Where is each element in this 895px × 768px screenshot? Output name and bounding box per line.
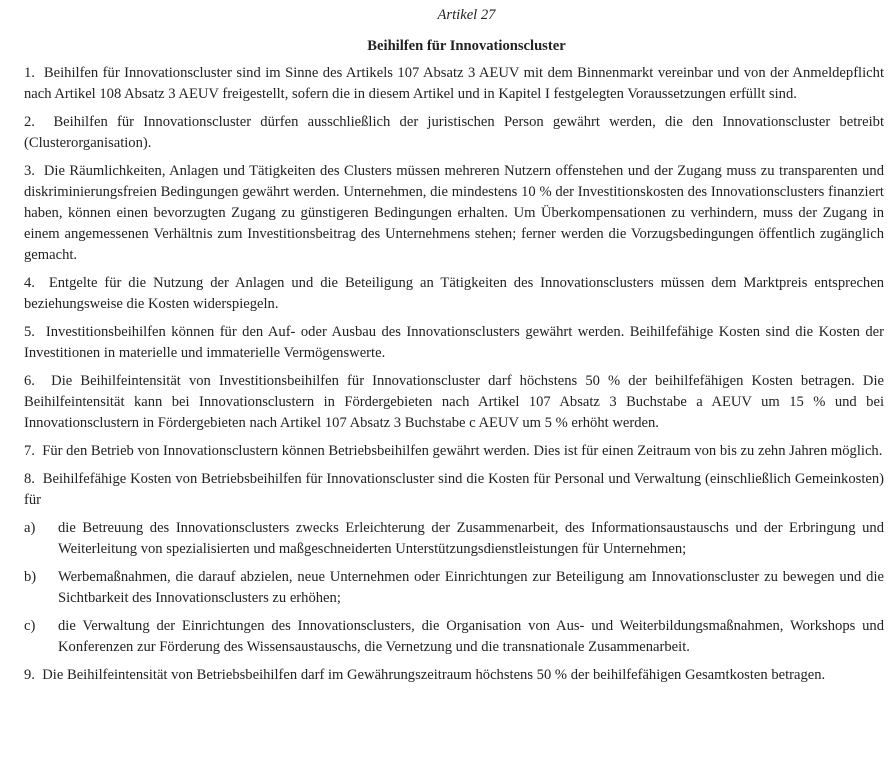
paragraph-text: Beihilfen für Innovationscluster sind im Sinne des Artikels 107 Absatz 3 AEUV mit dem Binnenmarkt vereinbar und von der Anmeldepflicht nach Artikel 108 Absatz 3 AEUV freigestellt, sofern die in diesem Artikel und in Kapitel I festgelegten Voraussetzungen erfüllt sind.	[24, 65, 884, 102]
paragraph-number: 2.	[24, 114, 35, 130]
paragraph-number: 5.	[24, 324, 35, 340]
paragraph-number: 8.	[24, 471, 35, 487]
paragraph-text: Die Beihilfeintensität von Betriebsbeihilfen darf im Gewährungszeitraum höchstens 50 % der beihilfefähigen Gesamtkosten betragen.	[42, 667, 826, 683]
subitem-a	[24, 518, 884, 560]
paragraph-4	[24, 273, 884, 315]
paragraph-6	[24, 371, 884, 434]
paragraph-text: Beihilfefähige Kosten von Betriebsbeihilfen für Innovationscluster sind die Kosten für Personal und Verwaltung (einschließlich Gemeinkosten) für	[24, 471, 885, 508]
paragraph-number: 1.	[24, 65, 35, 81]
article-number: Artikel 27	[437, 7, 496, 23]
paragraph-5	[24, 322, 884, 364]
subitem-letter: c)	[24, 618, 36, 634]
paragraph-number: 7.	[24, 443, 35, 459]
paragraph-8	[24, 469, 884, 511]
paragraph-9	[24, 665, 884, 686]
paragraph-7	[24, 441, 884, 462]
paragraph-number: 3.	[24, 163, 35, 179]
paragraph-number: 6.	[24, 373, 35, 389]
subitem-c	[24, 616, 884, 658]
paragraph-1	[24, 63, 884, 105]
paragraph-number: 9.	[24, 667, 35, 683]
subitem-b	[24, 567, 884, 609]
paragraph-2	[24, 112, 884, 154]
paragraph-text: Die Beihilfeintensität von Investitionsbeihilfen für Innovationscluster darf höchstens 50 % der beihilfefähigen Kosten betragen. Die Beihilfeintensität kann bei Innovationsclustern in Fördergebieten nach Artikel 107 Absatz 3 Buchstabe a AEUV um 15 % und bei Innovationsclustern in Fördergebieten nach Artikel 107 Absatz 3 Buchstabe c AEUV um 5 % erhöht werden.	[24, 373, 884, 431]
paragraph-text: Investitionsbeihilfen können für den Auf- oder Ausbau des Innovationsclusters gewährt werden. Beihilfefähige Kosten sind die Kosten der Investitionen in materielle und immaterielle Vermögenswerte.	[24, 324, 884, 361]
paragraph-text: Beihilfen für Innovationscluster dürfen ausschließlich der juristischen Person gewährt werden, die den Innovationscluster betreibt (Clusterorganisation).	[24, 114, 884, 151]
paragraph-text: Für den Betrieb von Innovationsclustern können Betriebsbeihilfen gewährt werden. Dies ist für einen Zeitraum von bis zu zehn Jahren möglich.	[42, 443, 883, 459]
subitem-text: die Betreuung des Innovationsclusters zwecks Erleichterung der Zusammenarbeit, des Informationsaustauschs und der Erbringung und Weiterleitung von spezialisierten und maßgeschneiderten Unterstützungsdienstleistungen für Unternehmen;	[58, 520, 884, 557]
article-title: Beihilfen für Innovationscluster	[367, 38, 566, 54]
subitem-text: Werbemaßnahmen, die darauf abzielen, neue Unternehmen oder Einrichtungen zur Beteiligung am Innovationscluster zu bewegen und die Sichtbarkeit des Innovationsclusters zu erhöhen;	[58, 569, 884, 606]
paragraph-text: Entgelte für die Nutzung der Anlagen und die Beteiligung an Tätigkeiten des Innovationsclusters müssen dem Marktpreis entsprechen beziehungsweise die Kosten widerspiegeln.	[24, 275, 884, 312]
subitem-letter: b)	[24, 569, 37, 585]
paragraph-text: Die Räumlichkeiten, Anlagen und Tätigkeiten des Clusters müssen mehreren Nutzern offenstehen und der Zugang muss zu transparenten und diskriminierungsfreien Bedingungen gewährt werden. Unternehmen, die mindestens 10 % der Investitionskosten des Innovationsclusters finanziert haben, können einen bevorzugten Zugang zu günstigeren Bedingungen erhalten. Um Überkompensationen zu verhindern, muss der Zugang in einem angemessenen Verhältnis zum Investitionsbeitrag des Unternehmens stehen; ferner werden die Vorzugsbedingungen öffentlich zugänglich gemacht.	[24, 163, 884, 263]
subitem-text: die Verwaltung der Einrichtungen des Innovationsclusters, die Organisation von Aus- und Weiterbildungsmaßnahmen, Workshops und Konferenzen zur Förderung des Wissensaustauschs, die Vernetzung und die transnationale Zusammenarbeit.	[58, 618, 884, 655]
subitem-letter: a)	[24, 520, 36, 536]
paragraph-3	[24, 161, 884, 266]
paragraph-number: 4.	[24, 275, 35, 291]
